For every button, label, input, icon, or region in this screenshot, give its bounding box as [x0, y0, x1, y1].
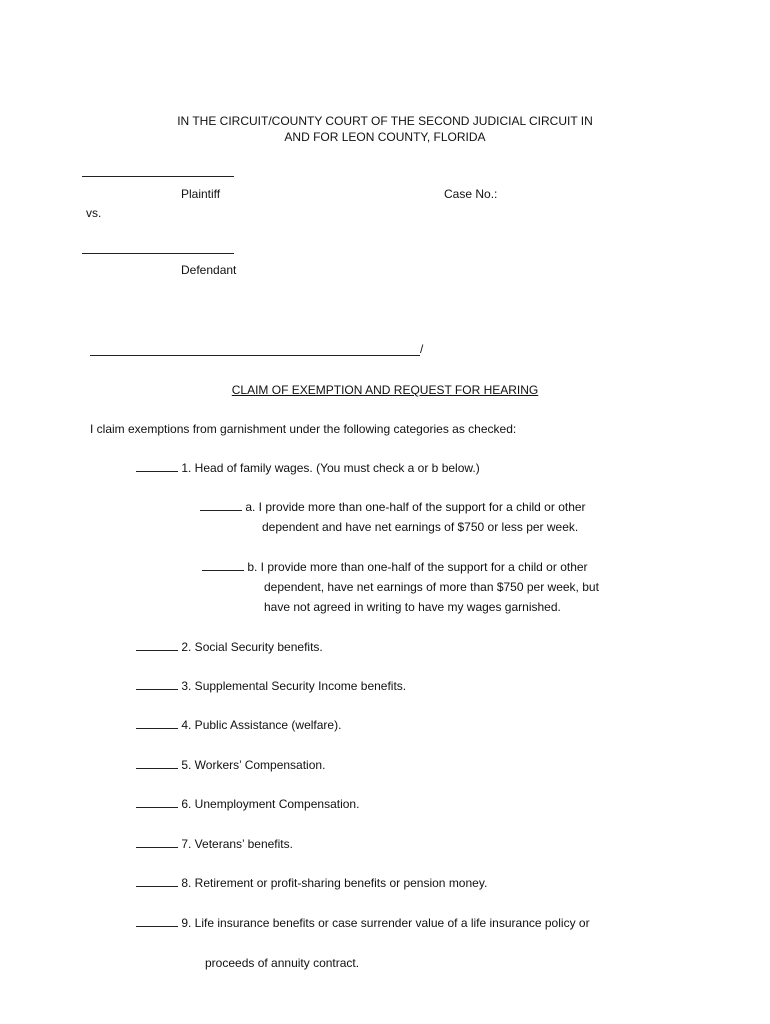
- plaintiff-name-line[interactable]: [82, 176, 234, 177]
- intro-text: I claim exemptions from garnishment under the following categories as checked:: [90, 422, 517, 436]
- exemption-label-8: 8. Retirement or profit-sharing benefits or pension money.: [181, 876, 488, 890]
- exemption-label-5: 5. Workers’ Compensation.: [181, 758, 326, 772]
- check-blank-9[interactable]: [136, 926, 178, 927]
- exemption-item-9: [136, 916, 590, 930]
- exemption-label-9-line-1: 9. Life insurance benefits or case surrender value of a life insurance policy or: [181, 916, 590, 930]
- check-blank-2[interactable]: [136, 650, 178, 651]
- defendant-label: Defendant: [181, 263, 237, 277]
- check-blank-5[interactable]: [136, 768, 178, 769]
- exemption-label-6: 6. Unemployment Compensation.: [181, 797, 360, 811]
- exemption-label-1a-line-1: a. I provide more than one-half of the support for a child or other: [245, 500, 586, 514]
- check-blank-1b[interactable]: [202, 570, 244, 571]
- exemption-label-9-line-2: proceeds of annuity contract.: [205, 956, 360, 970]
- exemption-label-1: 1. Head of family wages. (You must check a or b below.): [181, 461, 480, 475]
- exemption-item-8: [136, 876, 487, 890]
- check-blank-7[interactable]: [136, 847, 178, 848]
- exemption-label-1a-line-2: dependent and have net earnings of $750 or less per week.: [262, 520, 579, 534]
- vs-label: vs.: [86, 206, 102, 220]
- exemption-item-6: [136, 797, 359, 811]
- check-blank-1[interactable]: [136, 471, 178, 472]
- check-blank-8[interactable]: [136, 886, 178, 887]
- check-blank-3[interactable]: [136, 689, 178, 690]
- document-title: CLAIM OF EXEMPTION AND REQUEST FOR HEARING: [231, 383, 539, 397]
- check-blank-4[interactable]: [136, 728, 178, 729]
- exemption-item-1a: [200, 500, 586, 514]
- exemption-label-2: 2. Social Security benefits.: [181, 640, 323, 654]
- court-header-line-1: IN THE CIRCUIT/COUNTY COURT OF THE SECOND JUDICIAL CIRCUIT IN: [177, 114, 593, 128]
- exemption-label-1b-line-1: b. I provide more than one-half of the support for a child or other: [247, 560, 588, 574]
- exemption-item-1b: [202, 560, 588, 574]
- exemption-item-5: [136, 758, 325, 772]
- defendant-name-line[interactable]: [82, 253, 234, 254]
- plaintiff-label: Plaintiff: [181, 187, 221, 201]
- exemption-label-7: 7. Veterans’ benefits.: [181, 837, 293, 851]
- check-blank-1a[interactable]: [200, 510, 242, 511]
- caption-closing-line: [90, 355, 420, 356]
- court-header-line-2: AND FOR LEON COUNTY, FLORIDA: [284, 130, 486, 144]
- exemption-label-1b-line-3: have not agreed in writing to have my wages garnished.: [264, 600, 561, 614]
- exemption-label-1b-line-2: dependent, have net earnings of more than $750 per week, but: [264, 580, 599, 594]
- exemption-label-4: 4. Public Assistance (welfare).: [181, 718, 342, 732]
- exemption-item-7: [136, 837, 293, 851]
- exemption-item-4: [136, 718, 341, 732]
- case-no-label: Case No.:: [444, 187, 498, 201]
- exemption-item-2: [136, 640, 323, 654]
- exemption-item-3: [136, 679, 406, 693]
- caption-slash: /: [420, 342, 424, 356]
- check-blank-6[interactable]: [136, 807, 178, 808]
- exemption-item-1: [136, 461, 480, 475]
- exemption-label-3: 3. Supplemental Security Income benefits.: [181, 679, 407, 693]
